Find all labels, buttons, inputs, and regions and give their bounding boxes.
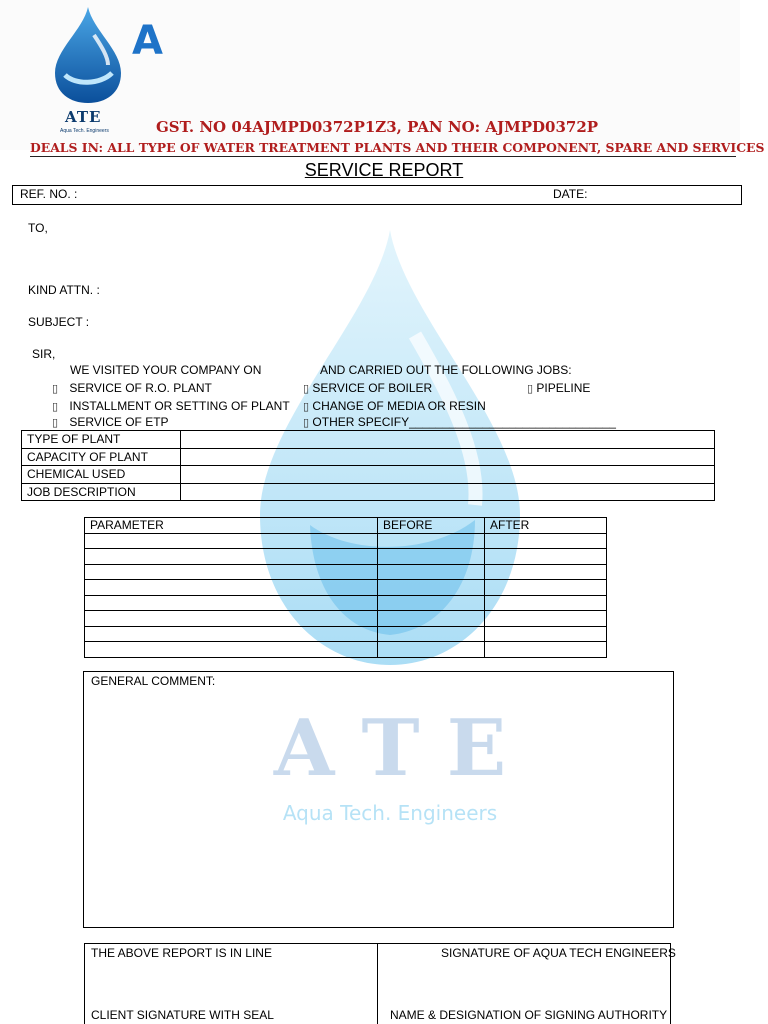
table-row <box>85 533 607 549</box>
parameter-cell[interactable] <box>85 533 378 549</box>
gst-pan-line: GST. NO 04AJMPD0372P1Z3, PAN NO: AJMPD0372P <box>156 118 599 136</box>
date-label: DATE: <box>553 187 588 201</box>
kind-attn-label: KIND ATTN. : <box>28 283 100 297</box>
above-report-text: THE ABOVE REPORT IS IN LINE <box>91 946 272 960</box>
svg-text:A T E: A T E <box>273 703 507 794</box>
table-row <box>85 626 607 642</box>
job-ro-plant <box>52 381 212 395</box>
header-parameter: PARAMETER <box>85 518 378 534</box>
name-designation-text: NAME & DESIGNATION OF SIGNING AUTHORITY <box>390 1008 668 1022</box>
checkbox-icon[interactable]: ▯ <box>52 401 59 413</box>
table-header-row <box>85 518 607 534</box>
checkbox-icon[interactable]: ▯ <box>527 383 534 395</box>
value-cell[interactable] <box>181 448 715 466</box>
job-label: PIPELINE <box>536 381 591 395</box>
row-label: CHEMICAL USED <box>22 466 181 484</box>
subject-label: SUBJECT : <box>28 315 90 329</box>
job-label: CHANGE OF MEDIA OR RESIN <box>312 399 486 413</box>
checkbox-icon[interactable]: ▯ <box>303 383 310 395</box>
row-label: JOB DESCRIPTION <box>22 483 181 501</box>
value-cell[interactable] <box>181 483 715 501</box>
signature-divider <box>377 943 378 1024</box>
before-cell[interactable] <box>378 611 485 627</box>
header-divider <box>30 156 736 157</box>
after-cell[interactable] <box>485 580 607 596</box>
logo-partial-letter: A <box>132 18 163 64</box>
deals-line: DEALS IN: ALL TYPE OF WATER TREATMENT PLANTS AND THEIR COMPONENT, SPARE AND SERVICES <box>30 140 765 155</box>
table-row <box>85 595 607 611</box>
job-media-resin <box>303 399 486 413</box>
table-row <box>85 580 607 596</box>
table-row <box>22 466 715 484</box>
general-comment-label: GENERAL COMMENT: <box>91 674 216 688</box>
signature-ate-text: SIGNATURE OF AQUA TECH ENGINEERS <box>441 946 676 960</box>
table-row <box>85 642 607 658</box>
ref-date-box <box>12 185 742 205</box>
page-title: SERVICE REPORT <box>304 160 464 180</box>
to-label: TO, <box>28 221 48 235</box>
parameter-cell[interactable] <box>85 549 378 565</box>
job-other <box>303 415 616 429</box>
parameter-table <box>84 517 607 658</box>
after-cell[interactable] <box>485 611 607 627</box>
table-row <box>85 564 607 580</box>
after-cell[interactable] <box>485 595 607 611</box>
ref-no-label: REF. NO. : <box>20 187 78 201</box>
checkbox-icon[interactable]: ▯ <box>303 401 310 413</box>
before-cell[interactable] <box>378 626 485 642</box>
visit-text-2: AND CARRIED OUT THE FOLLOWING JOBS: <box>320 363 572 377</box>
table-row <box>85 549 607 565</box>
job-etp <box>52 415 169 429</box>
table-row <box>22 483 715 501</box>
parameter-cell[interactable] <box>85 580 378 596</box>
after-cell[interactable] <box>485 549 607 565</box>
svg-text:Aqua Tech. Engineers: Aqua Tech. Engineers <box>282 801 498 825</box>
after-cell[interactable] <box>485 626 607 642</box>
before-cell[interactable] <box>378 533 485 549</box>
logo-drop-icon <box>50 5 125 105</box>
logo-tagline: Aqua Tech. Engineers <box>60 128 109 134</box>
header-after: AFTER <box>485 518 607 534</box>
before-cell[interactable] <box>378 642 485 658</box>
parameter-cell[interactable] <box>85 642 378 658</box>
before-cell[interactable] <box>378 595 485 611</box>
job-label: INSTALLMENT OR SETTING OF PLANT <box>69 399 290 413</box>
job-boiler <box>303 381 432 395</box>
job-label: OTHER SPECIFY_______________________________ <box>312 415 616 429</box>
row-label: TYPE OF PLANT <box>22 431 181 449</box>
parameter-cell[interactable] <box>85 611 378 627</box>
before-cell[interactable] <box>378 580 485 596</box>
table-row <box>22 431 715 449</box>
checkbox-icon[interactable]: ▯ <box>303 417 310 429</box>
general-comment-box[interactable] <box>83 671 674 928</box>
job-label: SERVICE OF BOILER <box>312 381 433 395</box>
table-row <box>85 611 607 627</box>
header-before: BEFORE <box>378 518 485 534</box>
logo-text: ATE <box>65 108 102 126</box>
value-cell[interactable] <box>181 466 715 484</box>
checkbox-icon[interactable]: ▯ <box>52 417 59 429</box>
plant-details-table <box>21 430 715 501</box>
after-cell[interactable] <box>485 533 607 549</box>
after-cell[interactable] <box>485 564 607 580</box>
visit-text-1: WE VISITED YOUR COMPANY ON <box>70 363 262 377</box>
before-cell[interactable] <box>378 564 485 580</box>
parameter-cell[interactable] <box>85 595 378 611</box>
job-installment <box>52 399 290 413</box>
parameter-cell[interactable] <box>85 564 378 580</box>
checkbox-icon[interactable]: ▯ <box>52 383 59 395</box>
salutation: SIR, <box>32 347 56 361</box>
after-cell[interactable] <box>485 642 607 658</box>
value-cell[interactable] <box>181 431 715 449</box>
job-label: SERVICE OF ETP <box>69 415 169 429</box>
job-pipeline <box>527 381 590 395</box>
job-label: SERVICE OF R.O. PLANT <box>69 381 212 395</box>
client-signature-text: CLIENT SIGNATURE WITH SEAL <box>91 1008 274 1022</box>
before-cell[interactable] <box>378 549 485 565</box>
parameter-cell[interactable] <box>85 626 378 642</box>
table-row <box>22 448 715 466</box>
row-label: CAPACITY OF PLANT <box>22 448 181 466</box>
